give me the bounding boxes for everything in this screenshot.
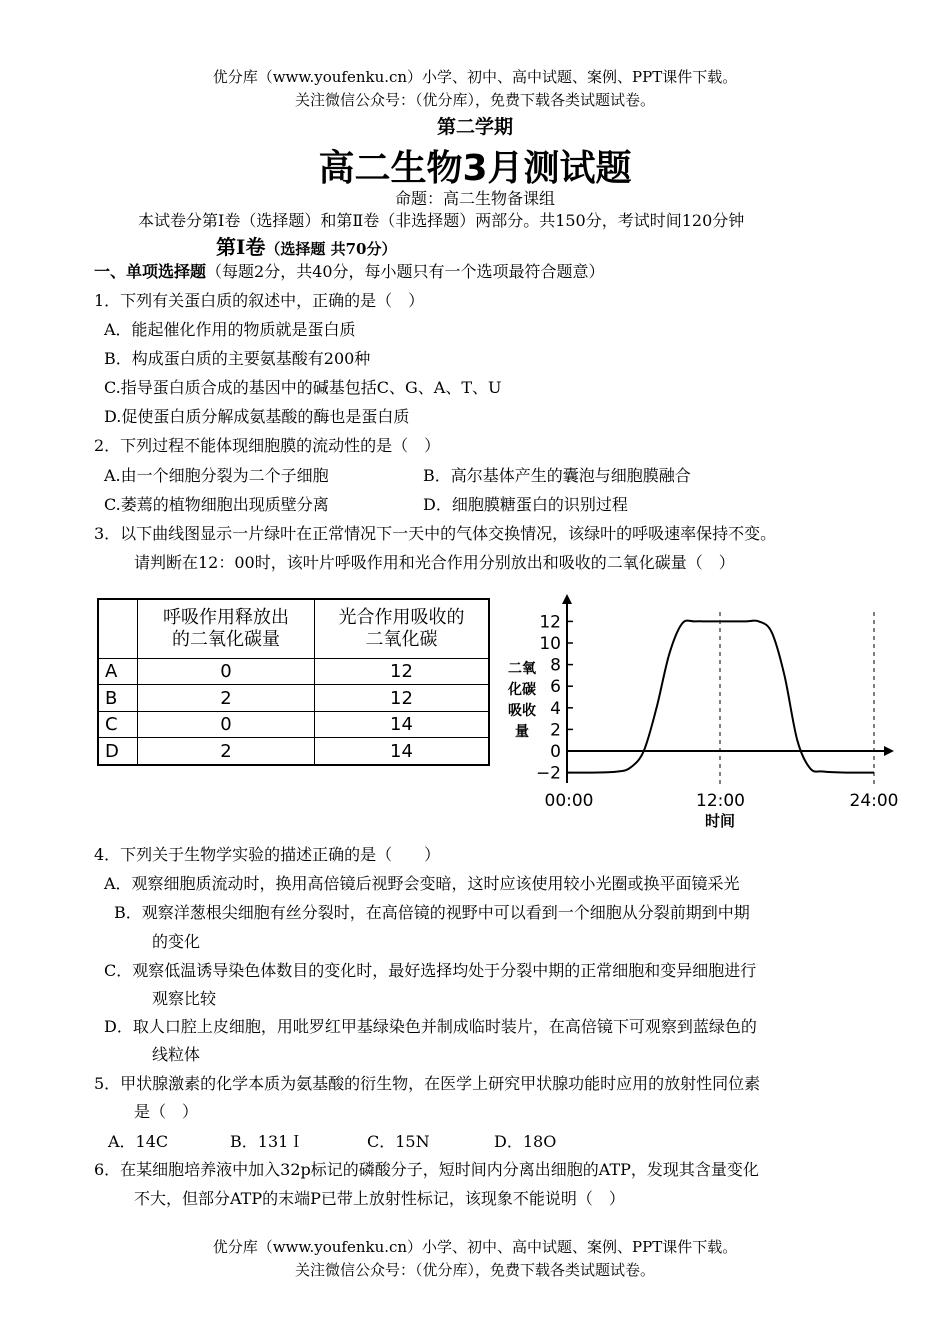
q4-option-b-line2: 的变化 [152, 932, 201, 951]
q5-option-a: A．14C [108, 1132, 169, 1151]
q4-option-d-line2: 线粒体 [152, 1045, 201, 1064]
y-tick-label: 0 [550, 742, 561, 762]
q1-stem: 1．下列有关蛋白质的叙述中，正确的是（ ） [94, 291, 425, 310]
q2-option-b: B．高尔基体产生的囊泡与细胞膜融合 [423, 466, 691, 485]
q4-option-b-line1: B．观察洋葱根尖细胞有丝分裂时，在高倍镜的视野中可以看到一个细胞从分裂前期到中期 [114, 903, 750, 922]
table-header-respiration-line1: 呼吸作用释放出 [163, 607, 289, 628]
table-row [98, 685, 489, 711]
y-tick-label: 2 [550, 720, 561, 741]
section1-note: （每题2分，共40分，每小题只有一个选项最符合题意） [206, 262, 605, 281]
q4-option-a: A．观察细胞质流动时，换用高倍镜后视野会变暗，这时应该使用较小光圈或换平面镜采光 [104, 874, 740, 893]
table-header-row [98, 599, 489, 659]
y-tick-label: −2 [535, 763, 561, 784]
x-axis-label: 时间 [704, 812, 736, 830]
table-row-label: C [98, 711, 138, 737]
author-line: 命题：高二生物备课组 [394, 189, 555, 208]
q3-stem-2: 请判断在12：00时，该叶片呼吸作用和光合作用分别放出和吸收的二氧化碳量（ ） [134, 553, 735, 572]
q6-stem-2: 不大，但部分ATP的末端P已带上放射性标记，该现象不能说明（ ） [134, 1189, 625, 1208]
table-row-label: A [98, 659, 138, 685]
part1-note: （选择题 共70分） [265, 240, 397, 258]
table-cell-photosynthesis: 12 [315, 685, 490, 711]
q1-option-b: B．构成蛋白质的主要氨基酸有200种 [104, 349, 371, 368]
table-row [98, 659, 489, 685]
table-row [98, 711, 489, 737]
q5-stem-1: 5．甲状腺激素的化学本质为氨基酸的衍生物，在医学上研究甲状腺功能时应用的放射性同位素 [94, 1074, 761, 1093]
table-cell-respiration: 2 [138, 738, 315, 765]
table-cell-photosynthesis: 14 [315, 711, 490, 737]
q5-stem-2: 是（ ） [134, 1102, 199, 1121]
part1-heading [216, 231, 396, 260]
table-cell-respiration: 0 [138, 711, 315, 737]
y-tick-label: 10 [539, 634, 561, 654]
q5-option-b: B．131Ｉ [230, 1132, 305, 1151]
page-title: 高二生物3月测试题 [318, 148, 632, 189]
table-header-photosynthesis-line2: 二氧化碳 [365, 629, 438, 650]
table-header-photosynthesis-line1: 光合作用吸收的 [338, 607, 465, 628]
x-tick-label: 24:00 [849, 791, 899, 811]
header-line-2: 关注微信公众号：（优分库），免费下载各类试题试卷。 [294, 91, 655, 109]
table-row-label: B [98, 685, 138, 711]
table-header-respiration-line2: 的二氧化碳量 [172, 629, 280, 650]
footer-line-1: 优分库（www.youfenku.cn）小学、初中、高中试题、案例、PPT课件下载。 [212, 1238, 738, 1256]
section1-label: 一、单项选择题 [94, 262, 207, 281]
q4-option-c-line2: 观察比较 [152, 989, 217, 1008]
q3-answer-table [97, 598, 490, 766]
intro-line: 本试卷分第Ⅰ卷（选择题）和第Ⅱ卷（非选择题）两部分。共150分，考试时间120分钟 [138, 211, 745, 230]
x-tick-label: 12:00 [696, 791, 745, 811]
table-cell-photosynthesis: 14 [315, 738, 490, 765]
table-header-respiration [138, 599, 315, 659]
table-row [98, 738, 489, 765]
table-row-label: D [98, 738, 138, 765]
semester-label: 第二学期 [436, 116, 513, 138]
y-axis-label-line: 化碳 [508, 682, 536, 698]
table-cell-photosynthesis: 12 [315, 659, 490, 685]
y-tick-label: 12 [539, 612, 561, 633]
q1-option-d: D.促使蛋白质分解成氨基酸的酶也是蛋白质 [104, 407, 410, 426]
q2-option-c: C.萎蔫的植物细胞出现质壁分离 [104, 495, 329, 514]
q5-option-c: C．15N [367, 1132, 430, 1151]
table-cell-respiration: 0 [138, 659, 315, 685]
y-tick-label: 4 [550, 698, 561, 719]
footer-line-2: 关注微信公众号：（优分库），免费下载各类试题试卷。 [294, 1261, 655, 1279]
table-corner-cell [98, 599, 138, 659]
q2-option-a: A.由一个细胞分裂为二个子细胞 [104, 466, 329, 485]
q4-option-d-line1: D．取人口腔上皮细胞，用吡罗红甲基绿染色并制成临时装片，在高倍镜下可观察到蓝绿色的 [104, 1017, 757, 1036]
y-tick-label: 6 [550, 677, 561, 698]
y-axis-label-line: 二氧 [508, 661, 536, 677]
x-tick-group [545, 791, 899, 811]
q3-stem-1: 3．以下曲线图显示一片绿叶在正常情况下一天中的气体交换情况，该绿叶的呼吸速率保持不变。 [94, 524, 777, 543]
co2-exchange-chart [500, 590, 910, 835]
y-axis-label-line: 量 [515, 724, 529, 740]
section1-heading [94, 259, 605, 282]
q1-option-a: A．能起催化作用的物质就是蛋白质 [104, 320, 356, 339]
q4-stem: 4．下列关于生物学实验的描述正确的是（ ） [94, 845, 441, 864]
table-header-photosynthesis [315, 599, 490, 659]
header-line-1: 优分库（www.youfenku.cn）小学、初中、高中试题、案例、PPT课件下载。 [212, 68, 738, 86]
q2-stem: 2．下列过程不能体现细胞膜的流动性的是（ ） [94, 436, 441, 455]
x-tick-label: 00:00 [544, 791, 594, 811]
y-tick-label: 8 [550, 655, 561, 676]
q2-option-d: D．细胞膜糖蛋白的识别过程 [423, 495, 628, 514]
q1-option-c: C.指导蛋白质合成的基因中的碱基包括C、G、A、T、U [104, 378, 502, 397]
q4-option-c-line1: C．观察低温诱导染色体数目的变化时，最好选择均处于分裂中期的正常细胞和变异细胞进行 [104, 961, 757, 980]
q5-option-d: D．18O [494, 1132, 557, 1151]
table-cell-respiration: 2 [138, 685, 315, 711]
part1-title: 第Ⅰ卷 [216, 235, 266, 259]
y-axis-label-line: 吸收 [508, 703, 536, 719]
q6-stem-1: 6．在某细胞培养液中加入32p标记的磷酸分子，短时间内分离出细胞的ATP，发现其含量变化 [94, 1160, 759, 1179]
y-axis-label [507, 660, 537, 740]
